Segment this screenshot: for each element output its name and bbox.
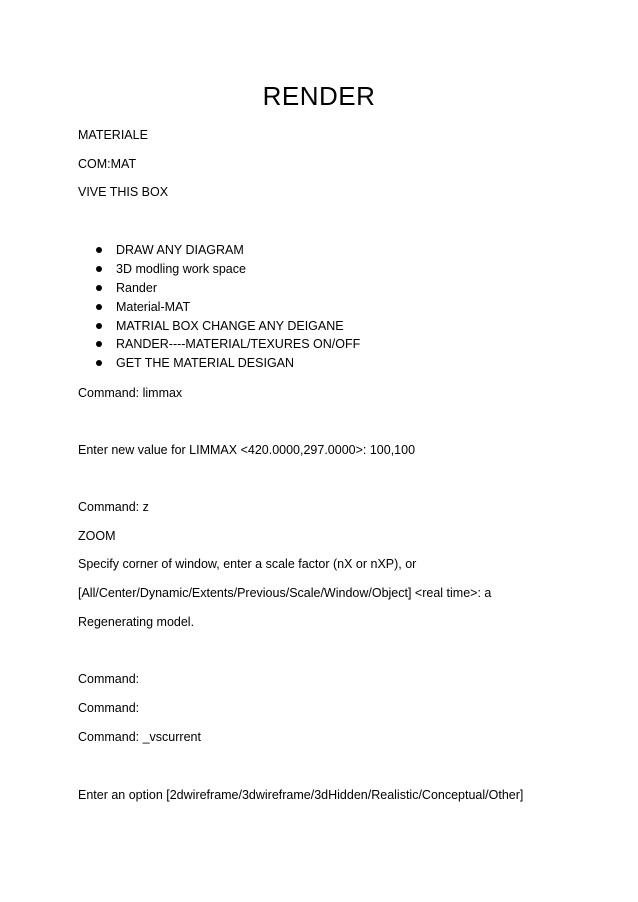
command-line: Enter an option [2dwireframe/3dwireframe/3dHidden/Realistic/Conceptual/Other] [78, 788, 524, 802]
command-line: [All/Center/Dynamic/Extents/Previous/Scale/Window/Object] <real time>: a [78, 586, 492, 600]
command-line: Command: [78, 701, 140, 715]
bullet-text: MATRIAL BOX CHANGE ANY DEIGANE [116, 319, 344, 333]
bullet-text: Material-MAT [116, 300, 191, 314]
command-line: Regenerating model. [78, 615, 195, 629]
command-line: Specify corner of window, enter a scale factor (nX or nXP), or [78, 557, 417, 571]
intro-line-vive-this-box: VIVE THIS BOX [78, 185, 169, 199]
bullet-icon [96, 285, 102, 291]
bullet-icon [96, 266, 102, 272]
bullet-icon [96, 360, 102, 366]
bullet-icon [96, 341, 102, 347]
bullet-icon [96, 304, 102, 310]
bullet-text: Rander [116, 281, 157, 295]
bullet-text: DRAW ANY DIAGRAM [116, 243, 244, 257]
command-line: Command: z [78, 500, 149, 514]
bullet-text: GET THE MATERIAL DESIGAN [116, 356, 295, 370]
command-line: Enter new value for LIMMAX <420.0000,297.0000>: 100,100 [78, 443, 416, 457]
command-line: Command: _vscurrent [78, 730, 201, 744]
bullet-text: RANDER----MATERIAL/TEXURES ON/OFF [116, 337, 361, 351]
document-title: RENDER [262, 81, 376, 111]
intro-line-materiale: MATERIALE [78, 128, 148, 142]
bullet-icon [96, 247, 102, 253]
intro-line-com-mat: COM:MAT [78, 157, 137, 171]
bullet-icon [96, 323, 102, 329]
command-line: Command: limmax [78, 386, 183, 400]
command-line: ZOOM [78, 529, 116, 543]
bullet-text: 3D modling work space [116, 262, 246, 276]
command-line: Command: [78, 672, 140, 686]
